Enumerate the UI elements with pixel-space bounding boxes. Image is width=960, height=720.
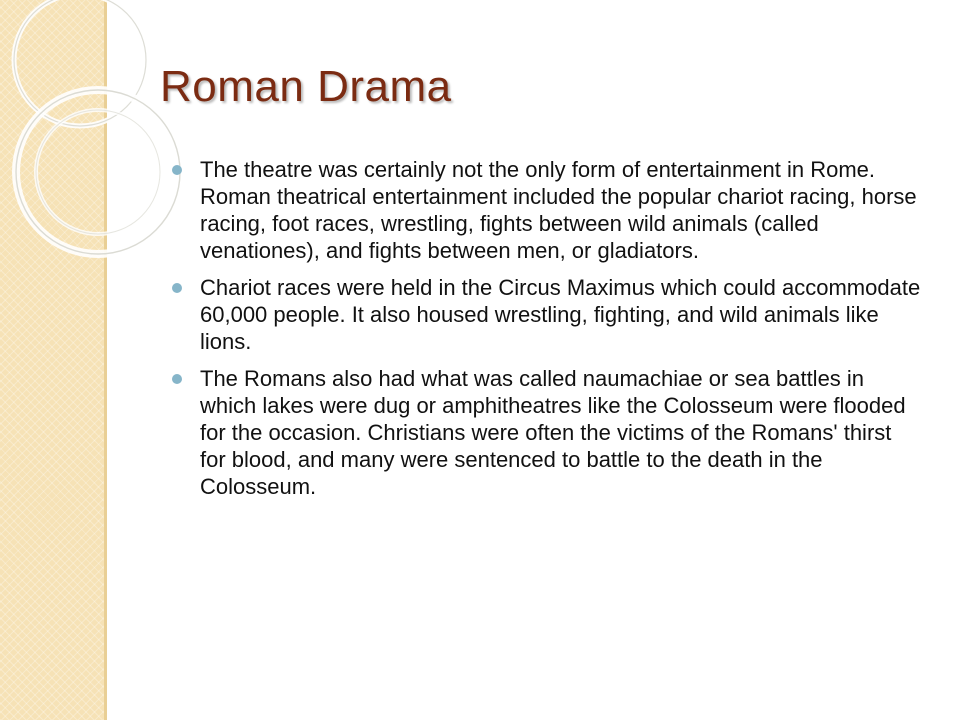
bullet-text: The theatre was certainly not the only form of entertainment in Rome. Roman theatrical entertainment included the popular chariot racing, horse racing, foot races, wrestling, fights between wild animals (called venationes), and fights between men, or gladiators.	[200, 157, 917, 263]
bullet-text: Chariot races were held in the Circus Maximus which could accommodate 60,000 people. It also housed wrestling, fighting, and wild animals like lions.	[200, 275, 921, 354]
bullet-text: The Romans also had what was called naumachiae or sea battles in which lakes were dug or amphitheatres like the Colosseum were flooded for the occasion. Christians were often the victims of the Romans' thirst for blood, and many were sentenced to battle to the death in the Colosseum.	[200, 366, 906, 499]
bullet-dot-icon	[172, 283, 182, 293]
bullet-item	[172, 274, 922, 355]
bullet-dot-icon	[172, 374, 182, 384]
bullet-item	[172, 156, 922, 264]
bullet-list	[172, 156, 922, 510]
bullet-dot-icon	[172, 165, 182, 175]
bullet-item	[172, 365, 922, 500]
slide-title: Roman Drama	[160, 62, 452, 111]
